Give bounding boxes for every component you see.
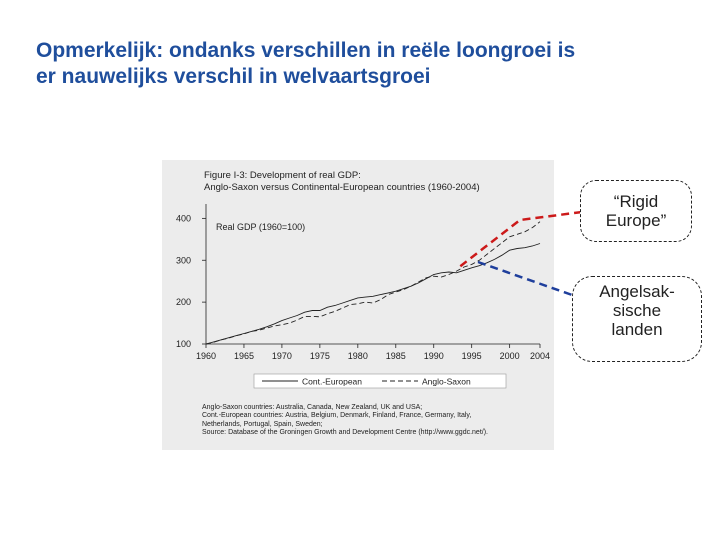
y-tick-label: 400 <box>176 213 192 224</box>
figure-title-line-2: Anglo-Saxon versus Continental-European countries (1960-2004) <box>204 182 480 193</box>
x-tick-label: 1990 <box>423 351 444 361</box>
x-tick-label: 1960 <box>195 351 217 361</box>
x-tick-label: 1995 <box>461 351 482 361</box>
note-line-3: Netherlands, Portugal, Spain, Sweden; <box>202 420 323 428</box>
x-tick-label: 2000 <box>499 351 520 361</box>
anglo-callout-line-2: sische <box>612 301 662 320</box>
x-tick-label: 1970 <box>271 351 292 361</box>
rigid-callout-line-1: “Rigid <box>613 192 659 211</box>
x-tick-label: 1965 <box>233 351 254 361</box>
y-axis-label: Real GDP (1960=100) <box>216 222 306 232</box>
legend-label-cont-european: Cont.-European <box>302 376 363 387</box>
note-line-1: Anglo-Saxon countries: Australia, Canada, New Zealand, UK and USA; <box>202 404 423 411</box>
figure-notes <box>202 404 488 437</box>
y-tick-label: 200 <box>176 297 192 308</box>
note-line-2: Cont.-European countries: Austria, Belgium, Denmark, Finland, France, Germany, Italy, <box>202 412 472 420</box>
figure-title-line-1: Figure I-3: Development of real GDP: <box>204 170 361 181</box>
anglo-saxon-callout <box>572 276 702 362</box>
gdp-figure <box>162 160 554 450</box>
y-tick-label: 100 <box>176 339 192 349</box>
note-line-4: Source: Database of the Groningen Growth and Development Centre (http://www.ggdc.net/). <box>202 428 488 436</box>
x-tick-label: 1975 <box>309 351 330 361</box>
slide-title-line-1: Opmerkelijk: ondanks verschillen in reële loongroei is <box>36 39 576 62</box>
rigid-callout-line-2: Europe” <box>605 211 667 230</box>
series-line-anglo-saxon <box>206 222 540 344</box>
slide-title <box>36 38 696 90</box>
x-tick-label: 2004 <box>529 351 551 361</box>
x-tick-label: 1985 <box>385 351 406 361</box>
anglo-callout-line-3: landen <box>611 320 663 339</box>
rigid-europe-callout <box>580 180 692 242</box>
slide-title-line-2: er nauwelijks verschil in welvaartsgroei <box>36 65 431 88</box>
y-tick-label: 300 <box>176 255 192 266</box>
legend-label-anglo-saxon: Anglo-Saxon <box>422 376 471 387</box>
chart-legend <box>254 374 506 388</box>
x-tick-label: 1980 <box>347 351 368 361</box>
series-line-cont-european <box>206 244 540 345</box>
anglo-callout-line-1: Angelsak- <box>599 282 675 301</box>
